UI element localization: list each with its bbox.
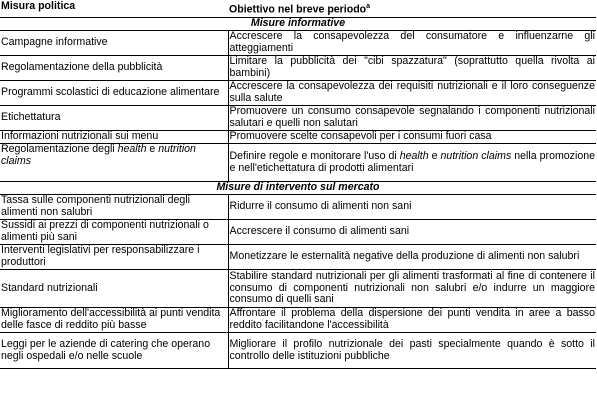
- measure-cell: Informazioni nutrizionali sui menu: [0, 131, 228, 144]
- measure-cell: Etichettatura: [0, 106, 228, 131]
- objective-cell: Accrescere il consumo di alimenti sani: [228, 220, 596, 245]
- measure-cell: Tassa sulle componenti nutrizionali degli alimenti non salubri: [0, 195, 228, 220]
- table-row: [0, 195, 596, 220]
- table-header-row: [0, 0, 596, 18]
- header-objective-label: Obiettivo nel breve periodo: [229, 3, 367, 16]
- table-row: [0, 131, 596, 144]
- section-row-market: [0, 182, 596, 195]
- header-objective: [228, 0, 596, 18]
- measure-cell: Miglioramento dell'accessibilità ai punti vendita delle fasce di reddito più basse: [0, 308, 228, 333]
- table-row: [0, 56, 596, 81]
- measure-text: e: [146, 143, 159, 155]
- objective-cell: Migliorare il profilo nutrizionale dei pasti specialmente quando è sotto il controllo delle istituzioni pubbliche: [228, 333, 596, 369]
- table-row: [0, 81, 596, 106]
- measure-cell: Leggi per le aziende di catering che operano negli ospedali e/o nelle scuole: [0, 333, 228, 369]
- header-measure-label: Misura politica: [1, 0, 76, 12]
- table-row: [0, 270, 596, 308]
- measure-cell: Regolamentazione della pubblicità: [0, 56, 228, 81]
- objective-cell: Stabilire standard nutrizionali per gli alimenti trasformati al fine di contenere il consumo di componenti nutrizionali non salubri e/o indurre un maggiore consumo di quelli sani: [228, 270, 596, 308]
- measure-cell: Interventi legislativi per responsabilizzare i produttori: [0, 245, 228, 270]
- measure-cell: Campagne informative: [0, 31, 228, 56]
- objective-text: nella promozione e nell'etichettatura di prodotti alimentari: [229, 149, 596, 174]
- objective-cell: Accrescere la consapevolezza dei requisiti nutrizionali e il loro conseguenze sulla salute: [229, 80, 595, 104]
- table-row: [0, 220, 596, 245]
- measure-italic: nutrition claims: [1, 143, 196, 167]
- table-row: [0, 31, 596, 56]
- table-row: [0, 333, 596, 369]
- header-measure: [0, 0, 228, 18]
- table-row: [0, 308, 596, 333]
- objective-cell: Ridurre il consumo di alimenti non sani: [228, 195, 596, 220]
- measure-text: Regolamentazione degli: [1, 143, 118, 155]
- objective-cell: Monetizzare le esternalità negative della produzione di alimenti non salubri: [228, 245, 596, 270]
- objective-italic: health: [399, 149, 429, 162]
- objective-cell: [228, 144, 596, 182]
- objective-cell: Affrontare il problema della dispersione dei punti vendita in aree a basso reddito facilitandone l'accessibilità: [229, 307, 595, 331]
- section-title: Misure di intervento sul mercato: [0, 182, 596, 195]
- objective-cell: Accrescere la consapevolezza del consumatore e influenzarne gli atteggiamenti: [229, 30, 595, 54]
- measure-cell: [0, 144, 228, 182]
- objective-cell: Promuovere un consumo consapevole segnalando i componenti nutrizionali salutari e quelli non salutari: [229, 105, 595, 129]
- measure-cell: Standard nutrizionali: [0, 270, 228, 308]
- measure-cell: Sussidi ai prezzi di componenti nutrizionali o alimenti più sani: [0, 220, 228, 245]
- objective-cell: Promuovere scelte consapevoli per i consumi fuori casa: [228, 131, 596, 144]
- table-row: [0, 106, 596, 131]
- measure-cell: Programmi scolastici di educazione alimentare: [0, 81, 228, 106]
- measure-italic: health: [117, 143, 147, 155]
- section-row-informative: [0, 18, 596, 31]
- header-objective-footnote: a: [366, 3, 371, 10]
- objective-text: Definire regole e monitorare l'uso di: [229, 149, 400, 162]
- section-title: Misure informative: [0, 18, 596, 31]
- table-row: [0, 245, 596, 270]
- objective-cell: Limitare la pubblicità dei "cibi spazzatura" (soprattutto quella rivolta ai bambini): [229, 55, 595, 79]
- table-row: [0, 144, 596, 182]
- objective-italic: nutrition claims: [440, 149, 512, 162]
- objective-text: e: [428, 149, 441, 162]
